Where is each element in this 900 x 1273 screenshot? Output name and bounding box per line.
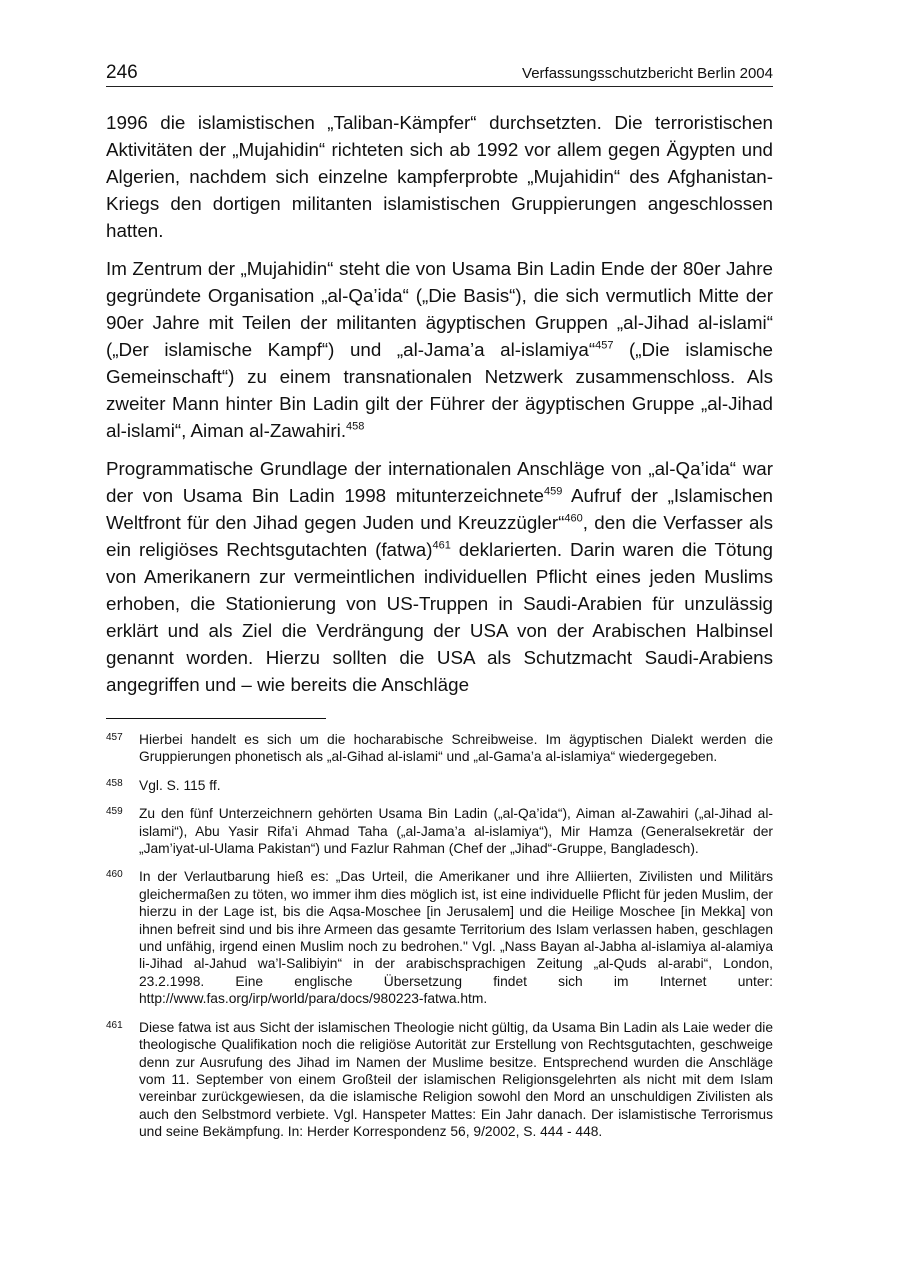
footnote-ref-459[interactable]: 459 [544,485,563,498]
footnote-text: Hierbei handelt es sich um die hocharabische Schreibweise. Im ägyptischen Dialekt werden die Gruppierungen phonetisch als „al-Gihad al-islami“ und „al-Gama’a al-islamiya“ wiedergegeben. [139,732,773,765]
footnote-number: 460 [106,869,123,881]
paragraph-1: 1996 die islamistischen „Taliban-Kämpfer“ durchsetzten. Die terroristischen Aktivitäten der „Mujahidin“ richteten sich ab 1992 vor allem gegen Ägypten und Algerien, nachdem sich einzelne kampferprobte „Mujahidin“ des Afghanistan-Kriegs den dortigen militanten islamistischen Gruppierungen angeschlossen hatten. [106,112,773,241]
footnote-460 [106,868,773,1007]
paragraph-3-text-3: , den die Verfasser als ein religiöses Rechtsgutachten (fatwa) [106,512,774,560]
footnote-number: 461 [106,1019,123,1031]
footnote-458 [106,777,773,794]
paragraph-2-text-2: („Die islamische Gemeinschaft“) zu einem transnationalen Netzwerk zusammenschloss. Als zweiter Mann hinter Bin Ladin gilt der Führer der ägyptischen Gruppe „al-Jihad al-islami“, Aiman al-Zawahiri. [106,339,773,441]
running-title: Verfassungsschutzbericht Berlin 2004 [522,65,773,82]
page-number: 246 [106,62,138,83]
footnote-ref-457[interactable]: 457 [595,339,614,352]
footnote-text: In der Verlautbarung hieß es: „Das Urteil, die Amerikaner und ihre Alliierten, Zivilisten und Militärs gleichermaßen zu töten, wo immer ihm dies möglich ist, ist eine individuelle Pflicht für jeden Muslim, der hierzu in der Lage ist, bis die Aqsa-Moschee [in Jerusalem] und die Heilige Moschee [in Mekka] von ihnen befreit sind und bis ihre Armeen das gesamte Territorium des Islam verlassen haben, geschlagen und unfähig, irgend einen Muslim noch zu bedrohen." Vgl. „Nass Bayan al-Jabha al-islamiya al-alamiya li-Jihad al-Jahud wa’l-Salibiyin“ in der arabischsprachigen Zeitung „al-Quds al-arabi“, London, 23.2.1998. Eine englische Übersetzung findet sich im Internet unter: http://www.fas.org/irp/world/para/docs/980223-fatwa.htm. [139,869,773,1007]
footnote-text: Vgl. S. 115 ff. [139,777,221,793]
footnote-text: Diese fatwa ist aus Sicht der islamischen Theologie nicht gültig, da Usama Bin Ladin als Laie weder die theologische Qualifikation noch die religiöse Autorität zur Erstellung von Rechtsgutachten, geschweige denn zur Ausrufung des Jihad im Namen der Muslime besitze. Entsprechend wurden die Anschläge vom 11. September von einem Großteil der islamischen Religionsgelehrten als nicht mit dem Islam vereinbar zurückgewiesen, da die islamische Religion sowohl den Mord an unschuldigen Zivilisten als auch den Selbstmord verbiete. Vgl. Hanspeter Mattes: Ein Jahr danach. Der islamistische Terrorismus und seine Bekämpfung. In: Herder Korrespondenz 56, 9/2002, S. 444 - 448. [139,1019,773,1140]
footnote-457 [106,731,773,766]
footnote-number: 459 [106,806,123,818]
page-header [106,62,773,87]
footnote-ref-460[interactable]: 460 [564,512,583,525]
footnote-number: 458 [106,777,123,789]
paragraph-3 [106,455,773,698]
paragraph-3-text-2: Aufruf der „Islamischen Weltfront für den Jihad gegen Juden und Kreuzzügler“ [106,485,773,533]
footnote-ref-461[interactable]: 461 [432,539,451,552]
footnote-ref-458[interactable]: 458 [346,420,365,433]
footnote-separator [106,718,326,719]
paragraph-2-text-1: Im Zentrum der „Mujahidin“ steht die von Usama Bin Ladin Ende der 80er Jahre gegründete Organisation „al-Qa’ida“ („Die Basis“), die sich vermutlich Mitte der 90er Jahre mit Teilen der militanten ägyptischen Gruppen „al-Jihad al-islami“ („Der islamische Kampf“) und „al-Jama’a al-islamiya“ [106,258,773,360]
footnote-number: 457 [106,732,123,743]
footnote-461 [106,1019,773,1141]
paragraph-2 [106,255,773,444]
paragraph-3-text-4: deklarierten. Darin waren die Tötung von Amerikanern zur vermeintlichen individuellen Pflicht eines jeden Muslims erhoben, die Stationierung von US-Truppen in Saudi-Arabien für unzulässig erklärt und als Ziel die Verdrängung der USA von der Arabischen Halbinsel genannt worden. Hierzu sollten die USA als Schutzmacht Saudi-Arabiens angegriffen und – wie bereits die Anschläge [106,539,774,695]
footnote-459 [106,805,773,857]
body-text [106,109,773,698]
footnotes [106,731,773,1141]
footnote-text: Zu den fünf Unterzeichnern gehörten Usama Bin Ladin („al-Qa’ida“), Aiman al-Zawahiri („al-Jihad al-islami“), Abu Yasir Rifa’i Ahmad Taha („al-Jama’a al-islamiya“), Mir Hamza (Generalsekretär der „Jam’iyat-ul-Ulama Pakistan“) und Fazlur Rahman (Chef der „Jihad“-Gruppe, Bangladesch). [139,806,773,857]
paragraph-3-text-1: Programmatische Grundlage der internationalen Anschläge von „al-Qa’ida“ war der von Usama Bin Ladin 1998 mitunterzeichnete [106,458,773,506]
document-page [106,62,773,1152]
